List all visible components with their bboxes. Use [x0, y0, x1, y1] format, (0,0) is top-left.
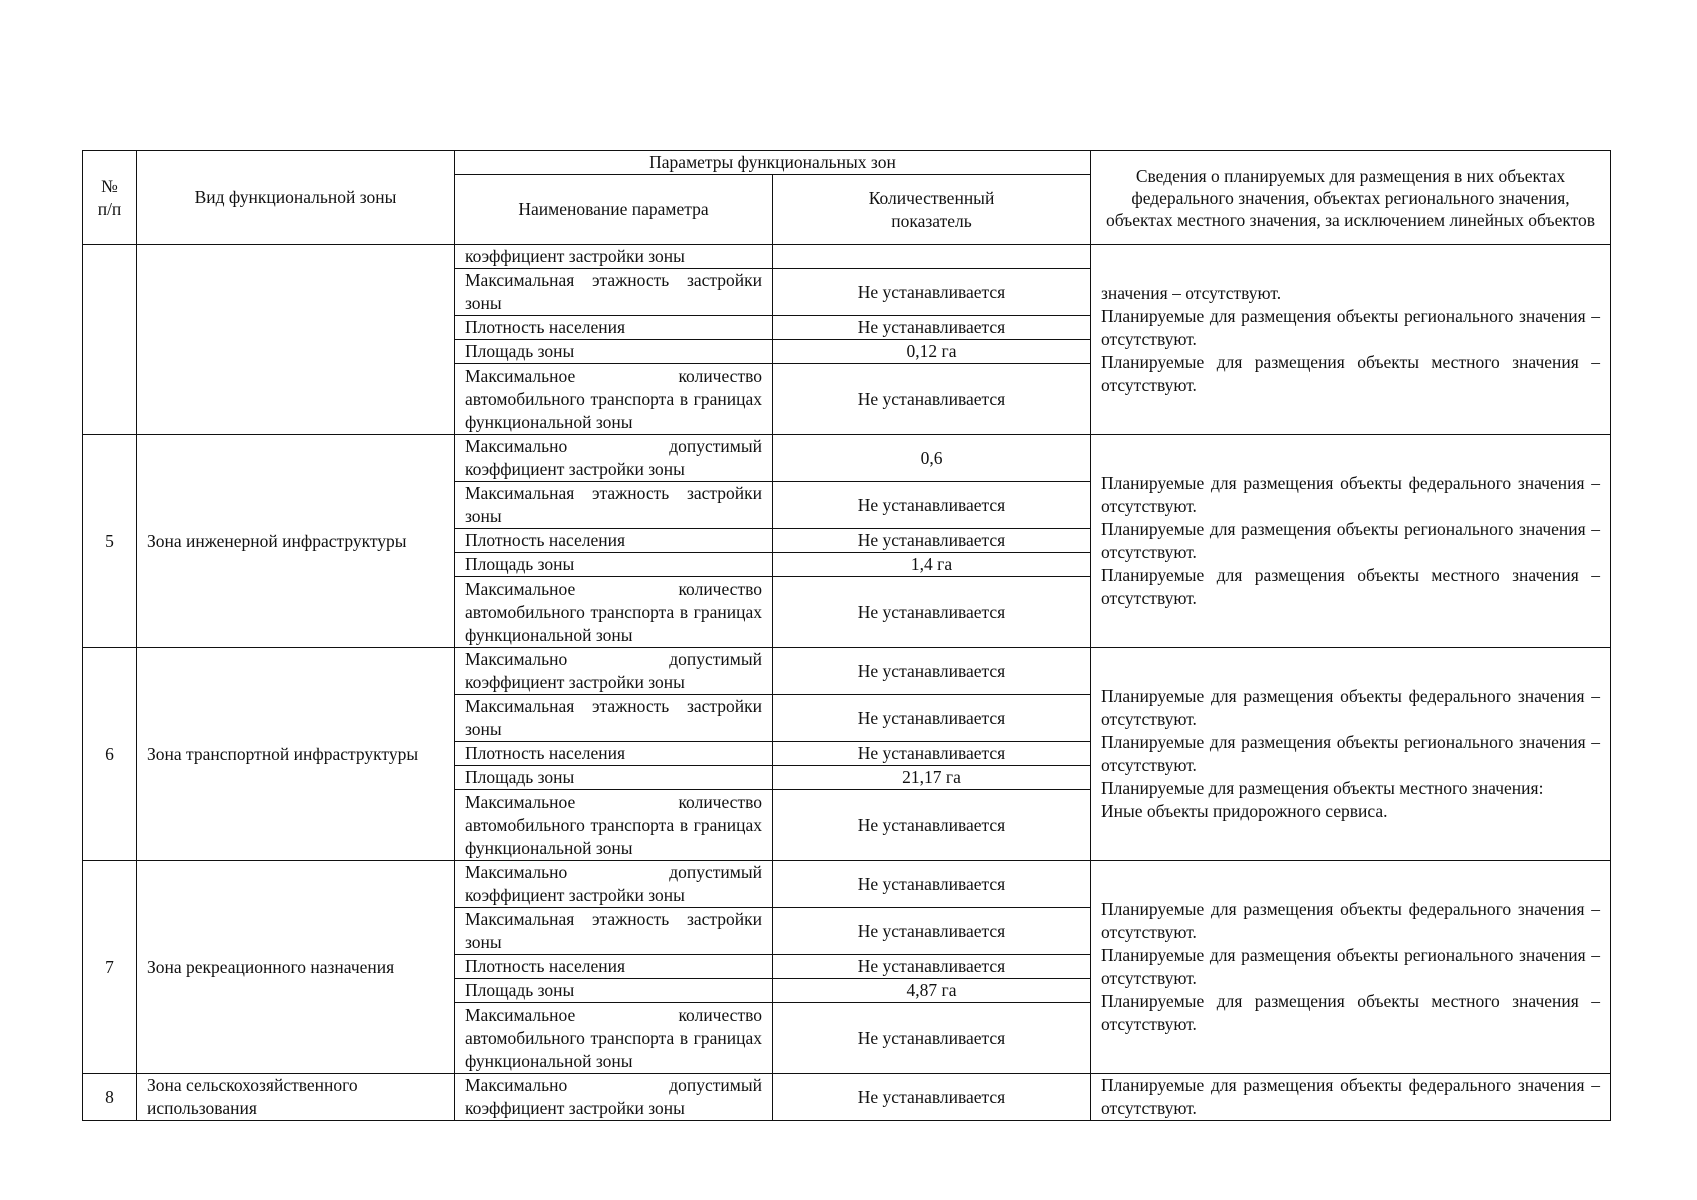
zone-name: Зона инженерной инфраструктуры: [137, 435, 455, 648]
param-name: Максимально допустимый коэффициент застройки зоны: [455, 435, 773, 482]
planned-objects-info: [1091, 1074, 1611, 1121]
param-name: Максимальная этажность застройки зоны: [455, 908, 773, 955]
param-value: 4,87 га: [773, 979, 1091, 1003]
param-name: Площадь зоны: [455, 340, 773, 364]
param-value: Не устанавливается: [773, 790, 1091, 861]
info-line: Иные объекты придорожного сервиса.: [1101, 801, 1388, 821]
planned-objects-info: [1091, 245, 1611, 435]
info-line: Планируемые для размещения объекты местного значения – отсутствуют.: [1101, 991, 1600, 1034]
header-param-name: Наименование параметра: [455, 175, 773, 245]
header-num: № п/п: [83, 151, 137, 245]
param-name: Плотность населения: [455, 742, 773, 766]
param-value: 0,6: [773, 435, 1091, 482]
param-value: Не устанавливается: [773, 695, 1091, 742]
planned-objects-info: [1091, 435, 1611, 648]
param-value: Не устанавливается: [773, 1003, 1091, 1074]
header-info: Сведения о планируемых для размещения в них объектах федерального значения, объектах регионального значения, объектах местного значения, за исключением линейных объектов: [1091, 151, 1611, 245]
row-number: 7: [83, 861, 137, 1074]
param-value: Не устанавливается: [773, 269, 1091, 316]
param-value: Не устанавливается: [773, 482, 1091, 529]
zone-name: [137, 245, 455, 435]
zone-name: Зона рекреационного назначения: [137, 861, 455, 1074]
param-value: 1,4 га: [773, 553, 1091, 577]
info-line: Планируемые для размещения объекты регионального значения – отсутствуют.: [1101, 732, 1600, 775]
param-value: Не устанавливается: [773, 908, 1091, 955]
param-value: Не устанавливается: [773, 364, 1091, 435]
info-line: значения – отсутствуют.: [1101, 283, 1282, 303]
zone-name: Зона сельскохозяйственного использования: [137, 1074, 455, 1121]
row-number: 5: [83, 435, 137, 648]
info-line: Планируемые для размещения объекты федерального значения – отсутствуют.: [1101, 473, 1600, 516]
row-number: 6: [83, 648, 137, 861]
param-name: Площадь зоны: [455, 553, 773, 577]
param-name: Площадь зоны: [455, 766, 773, 790]
row-number: 8: [83, 1074, 137, 1121]
info-line: Планируемые для размещения объекты федерального значения – отсутствуют.: [1101, 1075, 1600, 1118]
zone-name: Зона транспортной инфраструктуры: [137, 648, 455, 861]
param-name: Максимальная этажность застройки зоны: [455, 695, 773, 742]
info-line: Планируемые для размещения объекты регионального значения – отсутствуют.: [1101, 306, 1600, 349]
info-line: Планируемые для размещения объекты федерального значения – отсутствуют.: [1101, 686, 1600, 729]
param-name: Плотность населения: [455, 316, 773, 340]
param-value: 0,12 га: [773, 340, 1091, 364]
document-page: [82, 150, 1610, 1121]
param-value: Не устанавливается: [773, 955, 1091, 979]
param-value: 21,17 га: [773, 766, 1091, 790]
table-row: [83, 1074, 1611, 1121]
header-zone-type: Вид функциональной зоны: [137, 151, 455, 245]
param-value: Не устанавливается: [773, 577, 1091, 648]
info-line: Планируемые для размещения объекты местного значения – отсутствуют.: [1101, 565, 1600, 608]
param-name: Максимальная этажность застройки зоны: [455, 269, 773, 316]
param-value: Не устанавливается: [773, 316, 1091, 340]
header-params-group: Параметры функциональных зон: [455, 151, 1091, 175]
table-row: [83, 245, 1611, 269]
param-value: Не устанавливается: [773, 529, 1091, 553]
info-line: Планируемые для размещения объекты регионального значения – отсутствуют.: [1101, 519, 1600, 562]
row-number: [83, 245, 137, 435]
param-name: Максимальное количество автомобильного транспорта в границах функциональной зоны: [455, 1003, 773, 1074]
param-name: Максимальная этажность застройки зоны: [455, 482, 773, 529]
table-row: [83, 648, 1611, 695]
param-name: Максимальное количество автомобильного транспорта в границах функциональной зоны: [455, 364, 773, 435]
table-row: [83, 435, 1611, 482]
param-value: Не устанавливается: [773, 861, 1091, 908]
param-name: Плотность населения: [455, 529, 773, 553]
param-name: Максимально допустимый коэффициент застройки зоны: [455, 861, 773, 908]
param-name: Максимально допустимый коэффициент застройки зоны: [455, 1074, 773, 1121]
header-param-value: Количественный показатель: [773, 175, 1091, 245]
param-name: Максимальное количество автомобильного транспорта в границах функциональной зоны: [455, 790, 773, 861]
planned-objects-info: [1091, 648, 1611, 861]
param-name: Максимальное количество автомобильного транспорта в границах функциональной зоны: [455, 577, 773, 648]
param-value: Не устанавливается: [773, 742, 1091, 766]
info-line: Планируемые для размещения объекты регионального значения – отсутствуют.: [1101, 945, 1600, 988]
table-row: [83, 861, 1611, 908]
param-name: Площадь зоны: [455, 979, 773, 1003]
functional-zones-table: [82, 150, 1611, 1121]
param-value: [773, 245, 1091, 269]
param-name: коэффициент застройки зоны: [455, 245, 773, 269]
param-value: Не устанавливается: [773, 1074, 1091, 1121]
param-name: Плотность населения: [455, 955, 773, 979]
planned-objects-info: [1091, 861, 1611, 1074]
info-line: Планируемые для размещения объекты местного значения:: [1101, 778, 1544, 798]
info-line: Планируемые для размещения объекты федерального значения – отсутствуют.: [1101, 899, 1600, 942]
param-name: Максимально допустимый коэффициент застройки зоны: [455, 648, 773, 695]
param-value: Не устанавливается: [773, 648, 1091, 695]
info-line: Планируемые для размещения объекты местного значения – отсутствуют.: [1101, 352, 1600, 395]
